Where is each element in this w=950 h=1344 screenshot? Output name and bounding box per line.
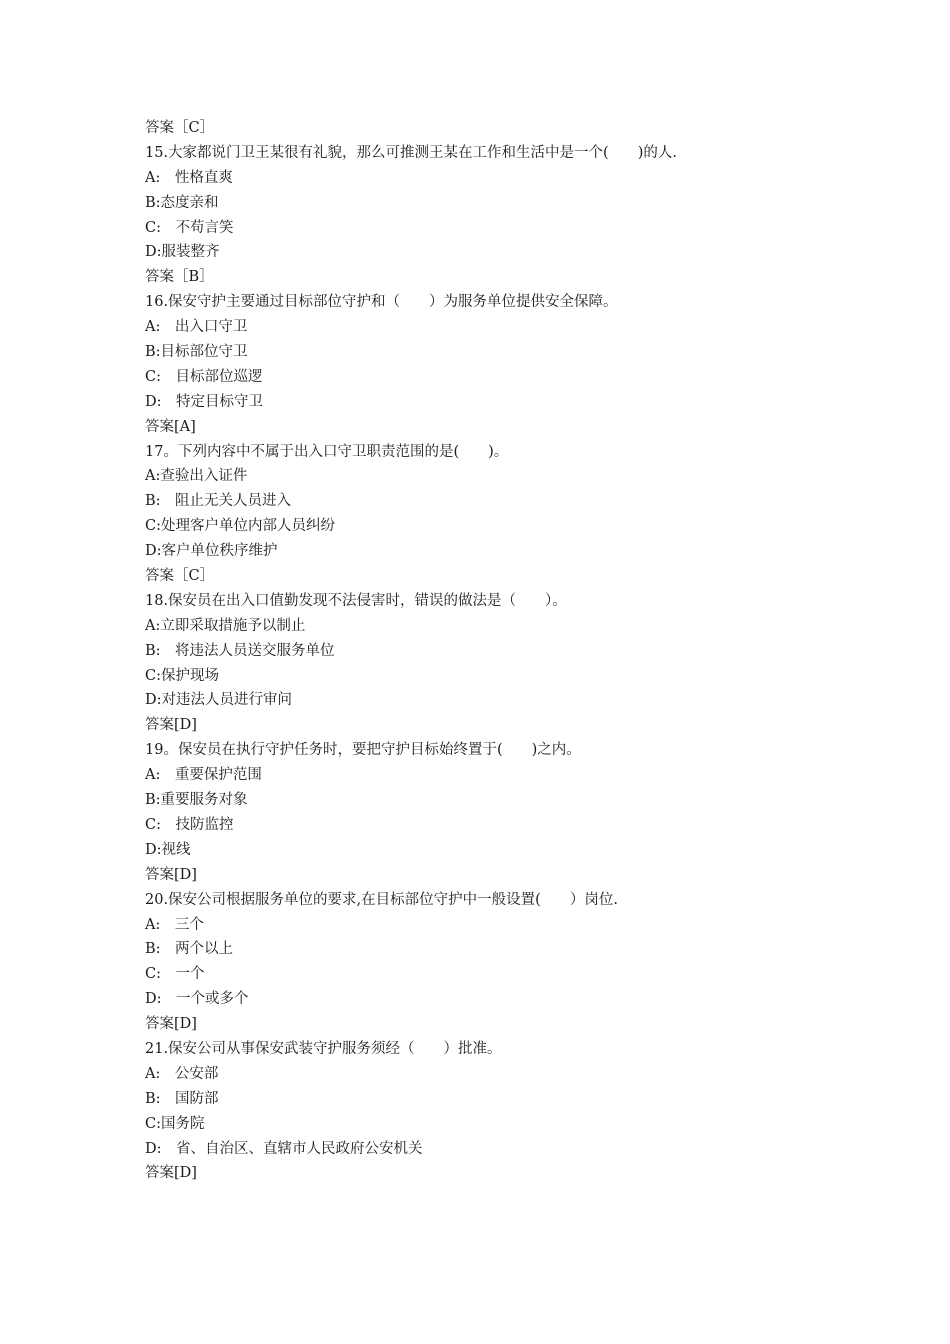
option-b: B: 两个以上	[145, 941, 234, 958]
answer-line: 答案[D]	[145, 1165, 197, 1182]
option-c: C: 技防监控	[145, 816, 234, 833]
option-a: A: 出入口守卫	[145, 319, 248, 336]
option-a: A:立即采取措施予以制止	[145, 617, 306, 634]
question-20: 20.保安公司根据服务单位的要求,在目标部位守护中一般设置( ）岗位.	[145, 891, 618, 908]
option-b: B:目标部位守卫	[145, 344, 248, 361]
option-c: C:国务院	[145, 1115, 205, 1132]
option-b: B: 将违法人员送交服务单位	[145, 642, 335, 659]
option-c: C: 目标部位巡逻	[145, 368, 263, 385]
answer-line: 答案[D]	[145, 866, 197, 883]
option-d: D:对违法人员进行审问	[145, 692, 293, 709]
option-a: A:查验出入证件	[145, 468, 248, 485]
option-c: C: 不苟言笑	[145, 219, 234, 236]
answer-line: 答案［C］	[145, 568, 215, 585]
answer-line: 答案[D]	[145, 717, 197, 734]
option-d: D: 省、自治区、直辖市人民政府公安机关	[145, 1140, 423, 1157]
option-d: D:视线	[145, 841, 191, 858]
question-16: 16.保安守护主要通过目标部位守护和（ ）为服务单位提供安全保障。	[145, 294, 618, 311]
question-15: 15.大家都说门卫王某很有礼貌，那么可推测王某在工作和生活中是一个( )的人.	[145, 144, 677, 161]
option-b: B: 阻止无关人员进入	[145, 493, 292, 510]
option-d: D:服装整齐	[145, 244, 220, 261]
option-a: A: 性格直爽	[145, 169, 233, 186]
option-c: C:处理客户单位内部人员纠纷	[145, 518, 335, 535]
answer-line: 答案［C］	[145, 120, 215, 136]
option-b: B:态度亲和	[145, 194, 219, 211]
answer-line: 答案［B］	[145, 269, 214, 286]
option-a: A: 公安部	[145, 1065, 219, 1082]
answer-line: 答案[D]	[145, 1016, 197, 1033]
question-17: 17。下列内容中不属于出入口守卫职责范围的是( )。	[145, 443, 509, 460]
option-c: C:保护现场	[145, 667, 219, 684]
question-19: 19。保安员在执行守护任务时，要把守护目标始终置于( )之内。	[145, 742, 581, 759]
option-a: A: 重要保护范围	[145, 767, 262, 784]
option-b: B:重要服务对象	[145, 792, 248, 809]
question-21: 21.保安公司从事保安武装守护服务须经（ ）批准。	[145, 1040, 502, 1057]
option-d: D:客户单位秩序维护	[145, 543, 278, 560]
answer-line: 答案[A]	[145, 418, 196, 435]
option-a: A: 三个	[145, 916, 204, 933]
option-b: B: 国防部	[145, 1090, 219, 1107]
option-d: D: 一个或多个	[145, 991, 249, 1008]
question-list	[145, 116, 845, 1186]
question-18: 18.保安员在出入口值勤发现不法侵害时，错误的做法是（ ）。	[145, 592, 567, 609]
option-d: D: 特定目标守卫	[145, 393, 264, 410]
option-c: C: 一个	[145, 966, 205, 983]
